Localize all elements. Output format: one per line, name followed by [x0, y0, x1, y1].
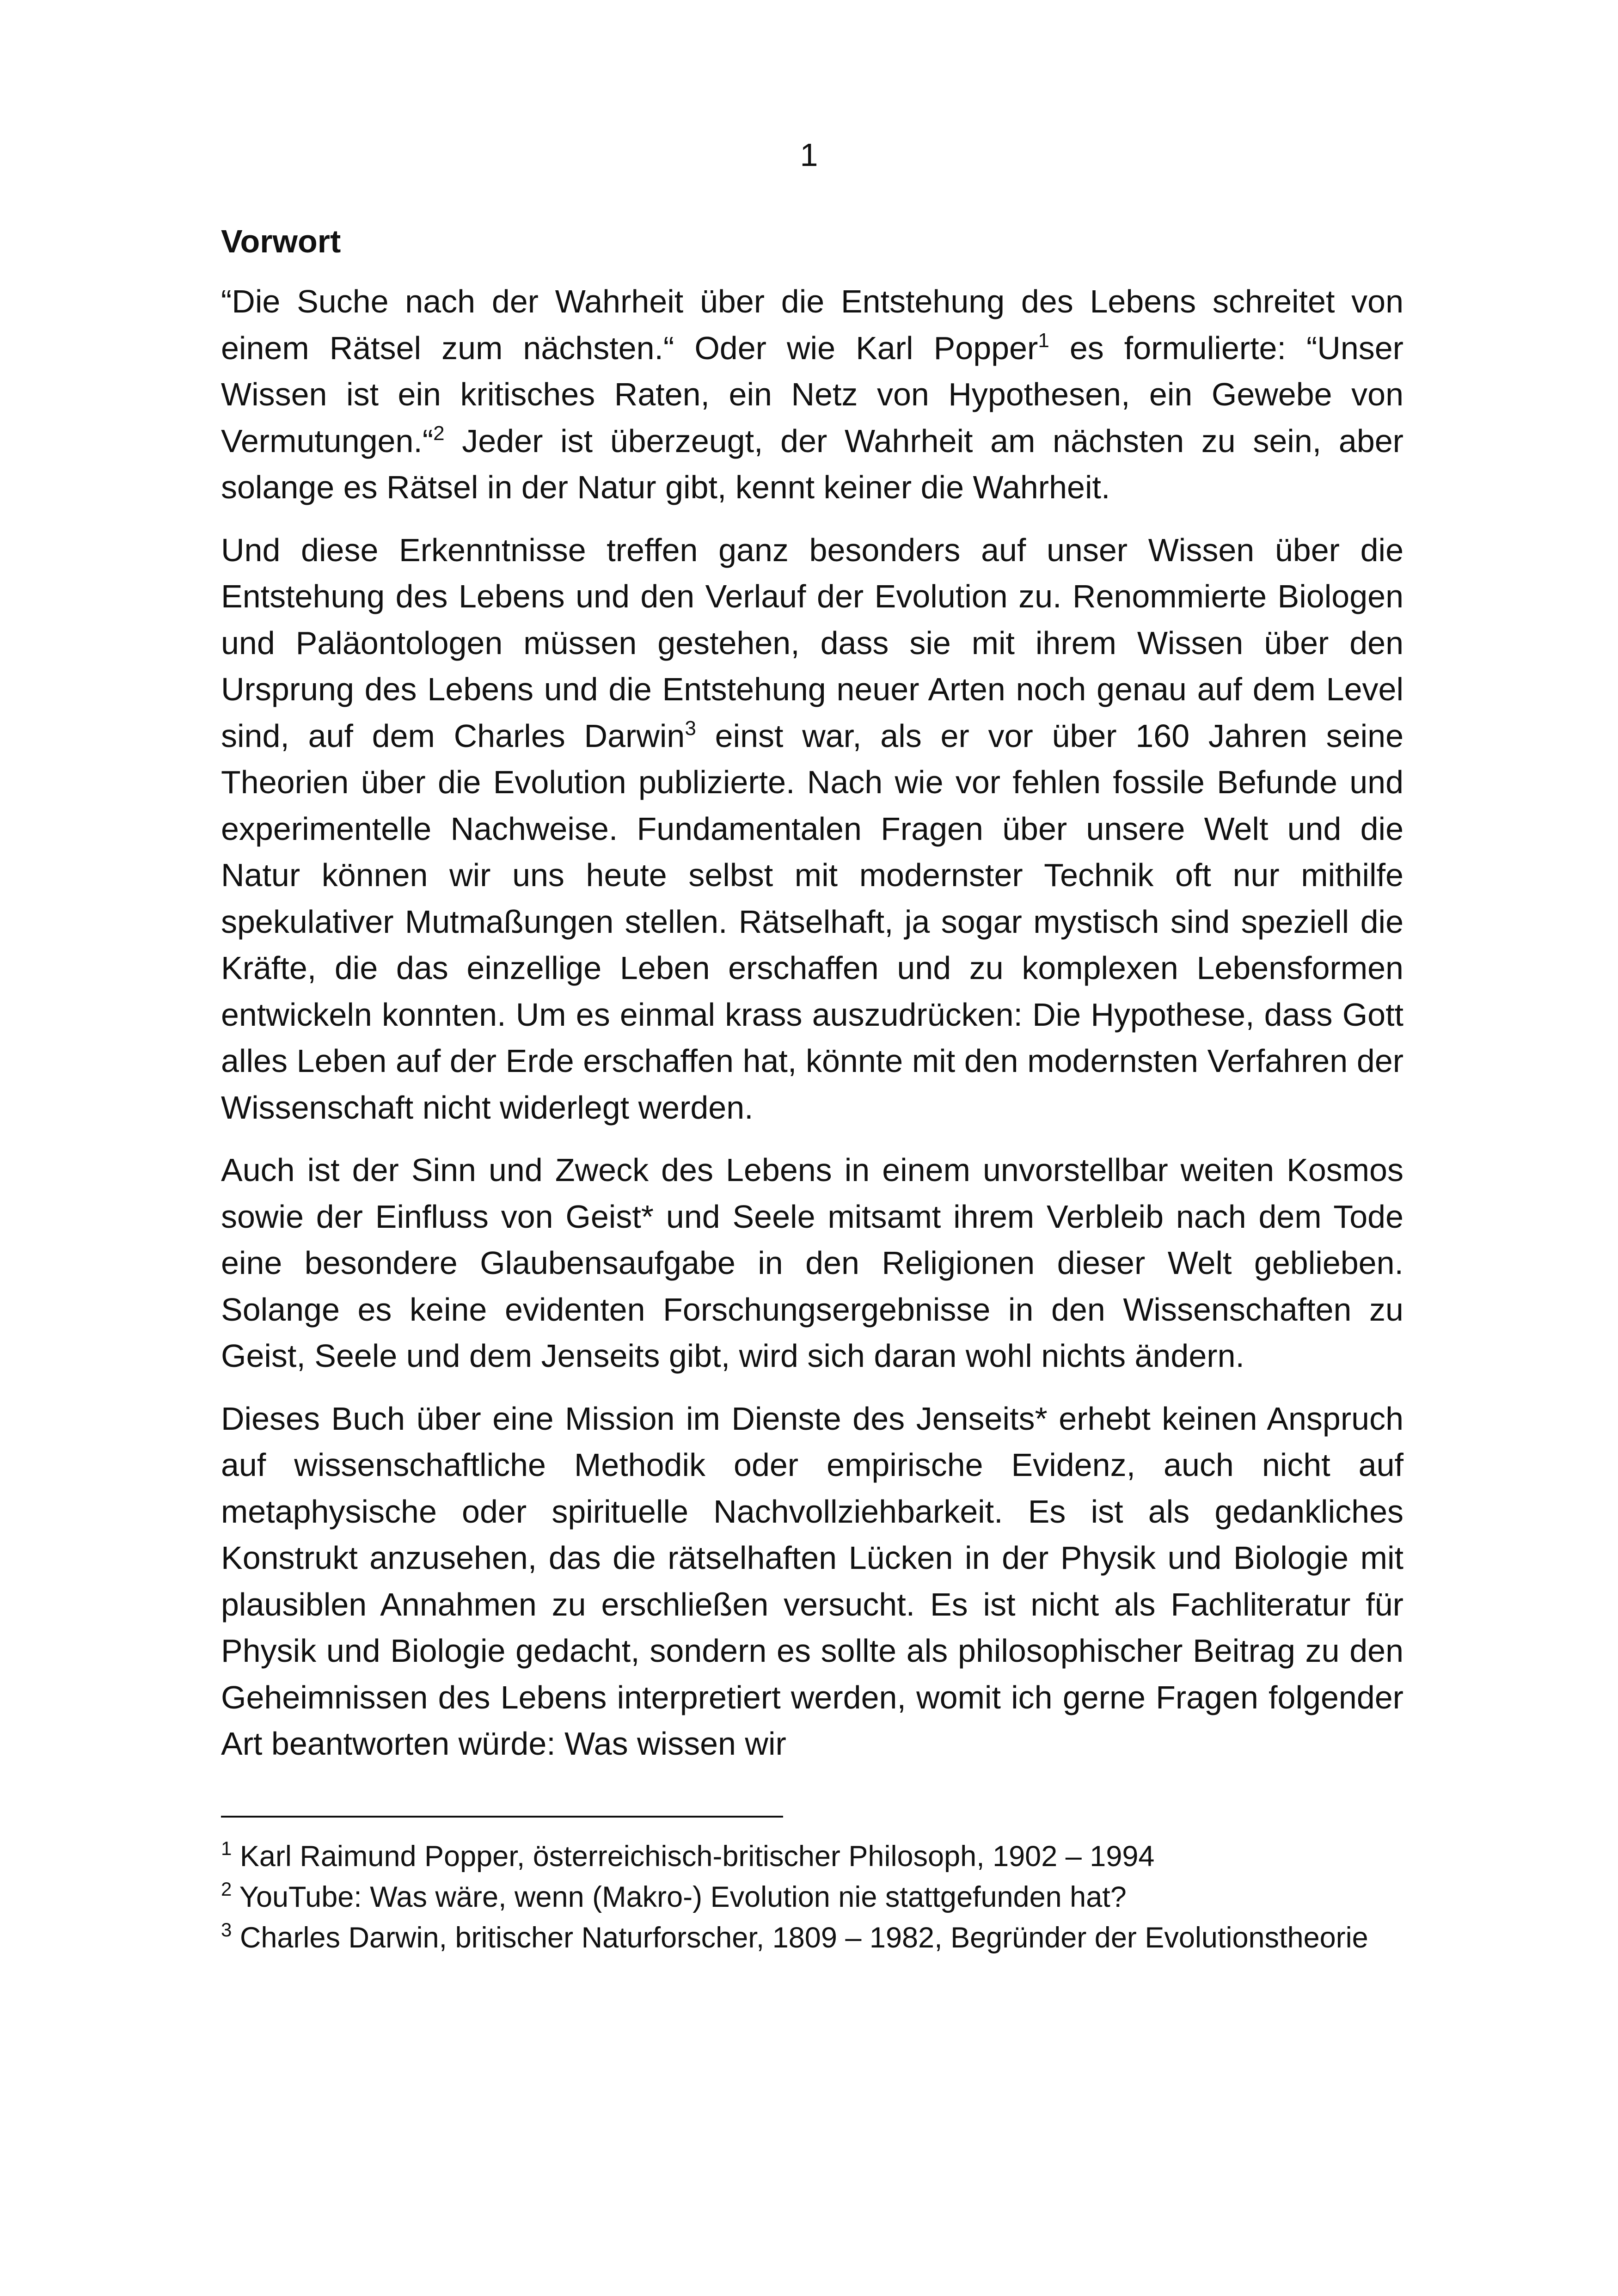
paragraph-4: Dieses Buch über eine Mission im Dienste des Jenseits* erhebt keinen Anspruch auf wissenschaftliche Methodik oder empirische Evidenz, auch nicht auf metaphysische oder spirituelle Nachvollziehbarkeit. Es ist als gedankliches Konstrukt anzusehen, das die rätselhaften Lücken in der Physik und Biologie mit plausiblen Annahmen zu erschließen versucht. Es ist nicht als Fachliteratur für Physik und Biologie gedacht, sondern es sollte als philosophischer Beitrag zu den Geheimnissen des Lebens interpretiert werden, womit ich gerne Fragen folgender Art beantworten würde: Was wissen wir	[221, 1400, 1403, 1762]
main-text	[221, 222, 1403, 1783]
footnote-text-1: Karl Raimund Popper, österreichisch-britischer Philosoph, 1902 – 1994	[232, 1840, 1155, 1873]
footnote-text-3: Charles Darwin, britischer Naturforscher, 1809 – 1982, Begründer der Evolutionstheorie	[232, 1922, 1368, 1954]
footnote-text-2: YouTube: Was wäre, wenn (Makro-) Evolution nie stattgefunden hat?	[232, 1881, 1127, 1913]
footnote-2	[221, 1880, 1403, 1914]
paragraph-2-text-b: einst war, als er vor über 160 Jahren seine Theorien über die Evolution publizierte. Nach wie vor fehlen fossile Befunde und experimentelle Nachweise. Fundamentalen Fragen über unsere Welt und die Natur können wir uns heute selbst mit modernster Technik oft nur mithilfe spekulativer Mutmaßungen stellen. Rätselhaft, ja sogar mystisch sind speziell die Kräfte, die das einzellige Leben erschaffen und zu komplexen Lebensformen entwickeln konnten. Um es einmal krass auszudrücken: Die Hypothese, dass Gott alles Leben auf der Erde erschaffen hat, könnte mit den modernsten Verfahren der Wissenschaft nicht widerlegt werden.	[221, 717, 1404, 1126]
footnote-marker-1: 1	[221, 1837, 232, 1859]
footnote-ref-2[interactable]: 2	[433, 422, 445, 445]
footnote-1	[221, 1837, 1403, 1873]
footnote-separator	[221, 1816, 783, 1818]
paragraph-1-text-a: “Die Suche nach der Wahrheit über die Entstehung des Lebens schreitet von einem Rätsel zum nächsten.“ Oder wie Karl Popper	[221, 283, 1403, 366]
chapter-heading: Vorwort	[221, 223, 341, 259]
footnote-ref-3[interactable]: 3	[685, 716, 696, 740]
footnote-3	[221, 1921, 1403, 1954]
page-number: 1	[800, 137, 818, 173]
footnotes-section	[221, 1816, 1403, 1962]
footnote-ref-1[interactable]: 1	[1038, 329, 1049, 352]
paragraph-2-text-a: Und diese Erkenntnisse treffen ganz besonders auf unser Wissen über die Entstehung des Lebens und den Verlauf der Evolution zu. Renommierte Biologen und Paläontologen müssen gestehen, dass sie mit ihrem Wissen über den Ursprung des Lebens und die Entstehung neuer Arten noch genau auf dem Level sind, auf dem Charles Darwin	[221, 532, 1403, 754]
footnote-marker-2: 2	[221, 1878, 232, 1900]
paragraph-1-text-b: es formulierte: “Unser Wissen ist ein kritisches Raten, ein Netz von Hypothesen, ein Gewebe von Vermutungen.“	[221, 330, 1403, 459]
paragraph-2	[221, 527, 1403, 1131]
paragraph-3: Auch ist der Sinn und Zweck des Lebens in einem unvorstellbar weiten Kosmos sowie der Einfluss von Geist* und Seele mitsamt ihrem Verbleib nach dem Tode eine besondere Glaubensaufgabe in den Religionen dieser Welt geblieben. Solange es keine evidenten Forschungsergebnisse in den Wissenschaften zu Geist, Seele und dem Jenseits gibt, wird sich daran wohl nichts ändern.	[221, 1152, 1403, 1374]
footnote-marker-3: 3	[221, 1919, 232, 1941]
paragraph-1-text-c: Jeder ist überzeugt, der Wahrheit am nächsten zu sein, aber solange es Rätsel in der Natur gibt, kennt keiner die Wahrheit.	[221, 422, 1403, 505]
paragraph-1	[221, 278, 1403, 511]
